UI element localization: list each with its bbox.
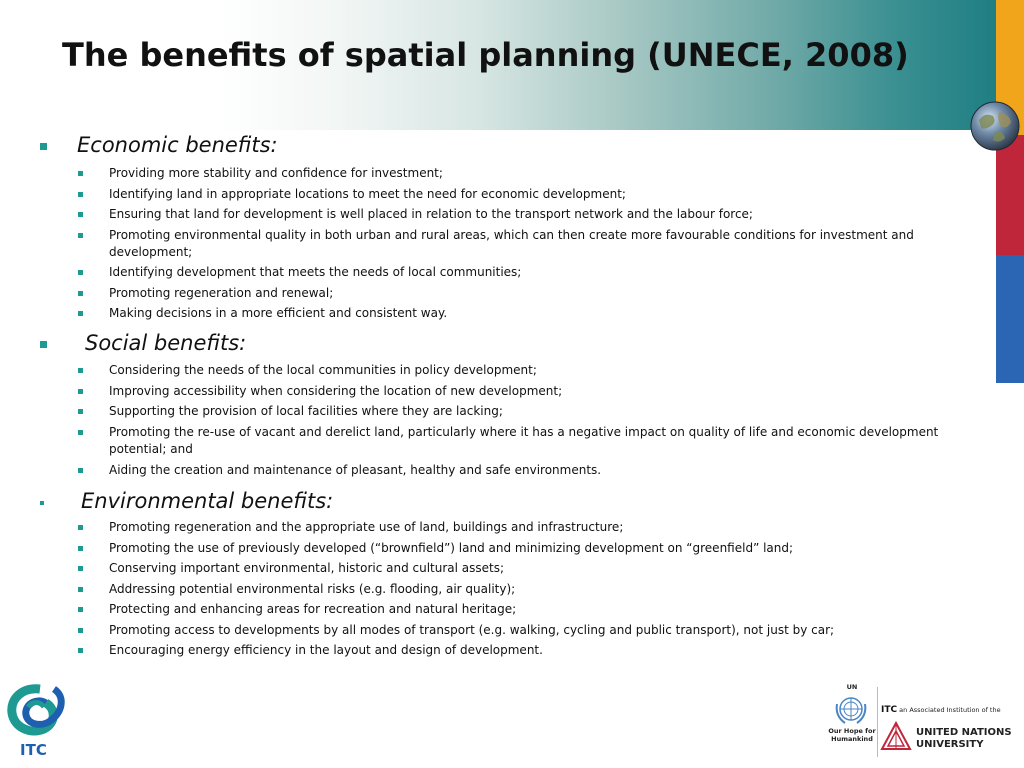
list-item-text: Making decisions in a more efficient and consistent way. <box>109 306 448 320</box>
list-item-text: Identifying development that meets the needs of local communities; <box>109 265 522 279</box>
list-item-text: Encouraging energy efficiency in the layout and design of development. <box>109 643 543 657</box>
list-item <box>78 305 973 322</box>
globe-icon <box>969 100 1021 152</box>
list-item <box>78 206 973 223</box>
list-item-text: Conserving important environmental, historic and cultural assets; <box>109 561 505 575</box>
itc-short-label: ITC <box>881 705 898 715</box>
section-heading-label: Environmental benefits: <box>81 489 334 513</box>
list-bullet <box>78 270 83 275</box>
list-bullet <box>78 409 83 414</box>
list-bullet <box>78 368 83 373</box>
list-bullet <box>78 628 83 633</box>
page-title: The benefits of spatial planning (UNECE, 2008) <box>62 36 909 74</box>
list-bullet <box>78 566 83 571</box>
section-heading-label: Social benefits: <box>85 331 247 355</box>
un-emblem-icon <box>833 694 869 726</box>
itc-association-line <box>881 705 1001 715</box>
un-motto: Our Hope for Humankind <box>828 727 876 743</box>
list-item-text: Promoting access to developments by all modes of transport (e.g. walking, cycling and public transport), not just by car; <box>109 623 835 637</box>
section-bullet <box>40 341 47 348</box>
list-item <box>78 601 973 618</box>
stripe-red <box>996 135 1024 255</box>
list-item <box>78 285 973 302</box>
unu-line-1: UNITED NATIONS <box>916 727 1012 738</box>
list-item-text: Improving accessibility when considering the location of new development; <box>109 384 563 398</box>
list-item-text: Providing more stability and confidence for investment; <box>109 166 443 180</box>
list-item <box>78 186 973 203</box>
list-bullet <box>78 607 83 612</box>
itc-association-text: an Associated Institution of the <box>899 706 1001 714</box>
list-item <box>78 519 973 536</box>
list-bullet <box>78 525 83 530</box>
list-item <box>78 642 973 659</box>
itc-logo-text: ITC <box>20 741 47 759</box>
un-logo <box>828 683 876 761</box>
list-item <box>78 264 973 281</box>
itc-logo <box>6 683 76 761</box>
list-bullet <box>78 468 83 473</box>
list-item <box>78 462 973 479</box>
section-bullet <box>40 501 44 505</box>
un-label: UN <box>846 683 858 691</box>
list-item <box>78 165 973 182</box>
section-heading-label: Economic benefits: <box>77 133 278 157</box>
list-bullet <box>78 192 83 197</box>
partner-logos <box>828 683 1016 761</box>
list-item <box>78 227 973 261</box>
list-item <box>78 424 973 458</box>
list-bullet <box>78 291 83 296</box>
logo-divider <box>877 687 878 757</box>
stripe-blue <box>996 255 1024 383</box>
itc-logo-icon <box>6 683 76 761</box>
list-bullet <box>78 430 83 435</box>
list-bullet <box>78 648 83 653</box>
list-bullet <box>78 546 83 551</box>
list-item <box>78 540 973 557</box>
list-item-text: Identifying land in appropriate locations to meet the need for economic development; <box>109 187 626 201</box>
list-item <box>78 622 973 639</box>
list-bullet <box>78 311 83 316</box>
list-item-text: Aiding the creation and maintenance of pleasant, healthy and safe environments. <box>109 463 602 477</box>
list-bullet <box>78 587 83 592</box>
list-item <box>78 560 973 577</box>
list-bullet <box>78 171 83 176</box>
unu-name <box>916 727 1012 751</box>
section-bullet <box>40 143 47 150</box>
unu-line-2: UNIVERSITY <box>916 739 984 750</box>
list-item-text: Addressing potential environmental risks (e.g. flooding, air quality); <box>109 582 516 596</box>
list-item-text: Protecting and enhancing areas for recreation and natural heritage; <box>109 602 517 616</box>
list-item <box>78 383 973 400</box>
list-item-text: Supporting the provision of local facilities where they are lacking; <box>109 404 503 418</box>
list-item-text: Ensuring that land for development is well placed in relation to the transport network and the labour force; <box>109 207 753 221</box>
list-item <box>78 581 973 598</box>
list-item-text: Promoting regeneration and the appropriate use of land, buildings and infrastructure; <box>109 520 624 534</box>
list-item <box>78 403 973 420</box>
list-bullet <box>78 233 83 238</box>
unu-emblem-icon <box>880 721 912 753</box>
list-item-text: Promoting the re-use of vacant and derelict land, particularly where it has a negative impact on quality of life and economic development potential; and <box>109 425 939 456</box>
list-item <box>78 362 973 379</box>
list-bullet <box>78 212 83 217</box>
list-bullet <box>78 389 83 394</box>
list-item-text: Promoting environmental quality in both urban and rural areas, which can then create more favourable conditions for investment and development; <box>109 228 914 259</box>
list-item-text: Promoting the use of previously developed (“brownfield”) land and minimizing development on “greenfield” land; <box>109 541 794 555</box>
list-item-text: Considering the needs of the local communities in policy development; <box>109 363 537 377</box>
list-item-text: Promoting regeneration and renewal; <box>109 286 334 300</box>
